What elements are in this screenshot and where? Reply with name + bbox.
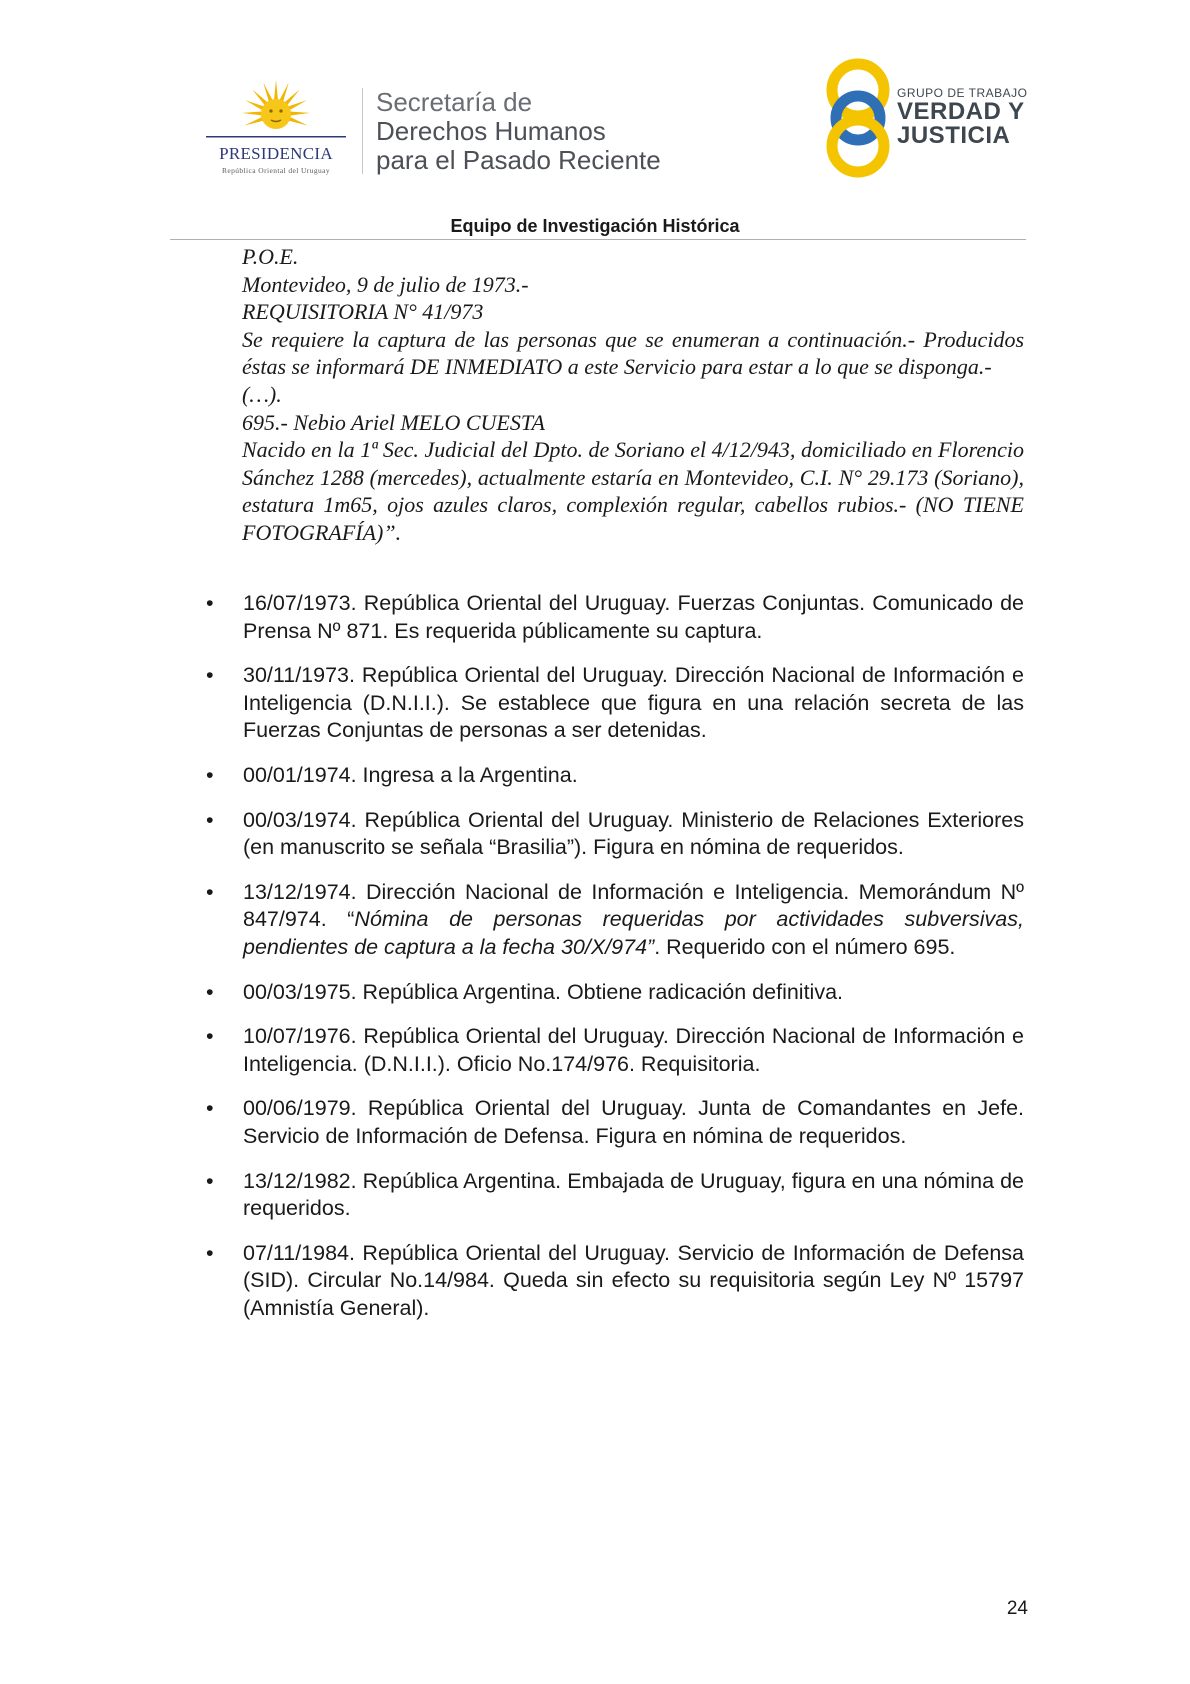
list-item [206, 590, 1024, 645]
list-item-text: 00/03/1974. República Oriental del Uruguay. Ministerio de Relaciones Exteriores (en manuscrito se señala “Brasilia”). Figura en nómina de requeridos. [243, 807, 1024, 860]
header-team-title: Equipo de Investigación Histórica [450, 216, 740, 236]
bullet-icon: • [206, 663, 214, 688]
secretaria-logo-text [376, 88, 661, 175]
bullet-icon: • [206, 591, 214, 615]
list-item-text-italic: Nómina de personas requeridas por actividades subversivas, pendientes de captura a la fecha 30/X/974” [243, 907, 1024, 959]
gtvj-logo-text [897, 86, 1027, 148]
gtvj-line-1: GRUPO DE TRABAJO [897, 86, 1028, 100]
list-item-text: 00/03/1975. República Argentina. Obtiene radicación definitiva. [243, 979, 844, 1004]
list-item-text: 10/07/1976. República Oriental del Uruguay. Dirección Nacional de Información e Inteligencia. (D.N.I.I.). Oficio No.174/976. Requisitoria. [243, 1024, 1024, 1076]
bullet-icon: • [206, 762, 214, 787]
bullet-icon: • [206, 1024, 214, 1049]
secretaria-line-1: Secretaría de [376, 87, 533, 117]
sun-emblem-icon [196, 78, 356, 144]
quote-line: Montevideo, 9 de julio de 1973.- [242, 271, 529, 297]
bullet-icon: • [206, 979, 214, 1004]
bullet-icon: • [206, 879, 214, 904]
list-item [206, 1240, 1024, 1323]
presidencia-logo [196, 78, 356, 178]
list-item-text: 00/01/1974. Ingresa a la Argentina. [243, 762, 578, 787]
page-header [0, 0, 1190, 240]
list-item-text [243, 880, 1024, 959]
list-item-text-pre: 13/12/1974. Dirección Nacional de Información e Inteligencia. Memorándum Nº 847/974. “ [243, 879, 1024, 932]
list-item [206, 1168, 1024, 1223]
list-item [206, 979, 1024, 1007]
list-item [206, 1095, 1024, 1150]
chronology-list [206, 590, 1024, 1339]
header-rule [170, 239, 1026, 240]
quote-line: Nacido en la 1ª Sec. Judicial del Dpto. de Soriano el 4/12/943, domiciliado en Florencio Sánchez 1288 (mercedes), actualmente estaría en Montevideo, C.I. N° 29.173 (Soriano), estatura 1m65, ojos azules claros, complexión regular, cabellos rubios.- (NO TIENE FOTOGRAFÍA)”. [242, 437, 1024, 545]
page-number: 24 [1006, 1598, 1028, 1619]
quote-line: Se requiere la captura de las personas que se enumeran a continuación.- Producidos éstas se informará DE INMEDIATO a este Servicio para estar a lo que se disponga.- [242, 326, 1024, 380]
list-item [206, 807, 1024, 862]
list-item-text: 07/11/1984. República Oriental del Uruguay. Servicio de Información de Defensa (SID). Circular No.14/984. Queda sin efecto su requisitoria según Ley Nº 15797 (Amnistía General). [243, 1240, 1024, 1320]
interlocked-rings-icon [820, 56, 896, 180]
secretaria-line-3: para el Pasado Reciente [376, 145, 661, 175]
quote-line: 695.- Nebio Ariel MELO CUESTA [242, 409, 545, 435]
presidencia-wordmark: PRESIDENCIA [219, 144, 333, 163]
list-item [206, 1023, 1024, 1078]
list-item [206, 662, 1024, 745]
gtvj-line-3: JUSTICIA [897, 122, 1011, 149]
list-item-text-post: . Requerido con el número 695. [654, 934, 956, 959]
bullet-icon: • [206, 1096, 214, 1121]
quote-line: (…). [242, 381, 282, 407]
gtvj-line-2: VERDAD Y [897, 98, 1025, 125]
list-item-text: 16/07/1973. República Oriental del Uruguay. Fuerzas Conjuntas. Comunicado de Prensa Nº 871. Es requerida públicamente su captura. [243, 591, 1024, 643]
bullet-icon: • [206, 1240, 214, 1265]
list-item-text: 00/06/1979. República Oriental del Uruguay. Junta de Comandantes en Jefe. Servicio de Información de Defensa. Figura en nómina de requeridos. [243, 1096, 1024, 1148]
header-divider [362, 88, 363, 174]
presidencia-subtitle: República Oriental del Uruguay [221, 166, 330, 175]
bullet-icon: • [206, 807, 214, 832]
list-item-text: 13/12/1982. República Argentina. Embajada de Uruguay, figura en una nómina de requeridos. [243, 1168, 1024, 1221]
quote-line: REQUISITORIA N° 41/973 [242, 299, 484, 325]
list-item [206, 879, 1024, 962]
list-item-text: 30/11/1973. República Oriental del Uruguay. Dirección Nacional de Información e Inteligencia (D.N.I.I.). Se establece que figura en una relación secreta de las Fuerzas Conjuntas de personas a ser detenidas. [243, 663, 1024, 743]
secretaria-line-2: Derechos Humanos [376, 116, 606, 146]
requisitoria-quote [242, 243, 1024, 547]
quote-line: P.O.E. [242, 244, 299, 269]
list-item [206, 762, 1024, 790]
bullet-icon: • [206, 1168, 214, 1193]
